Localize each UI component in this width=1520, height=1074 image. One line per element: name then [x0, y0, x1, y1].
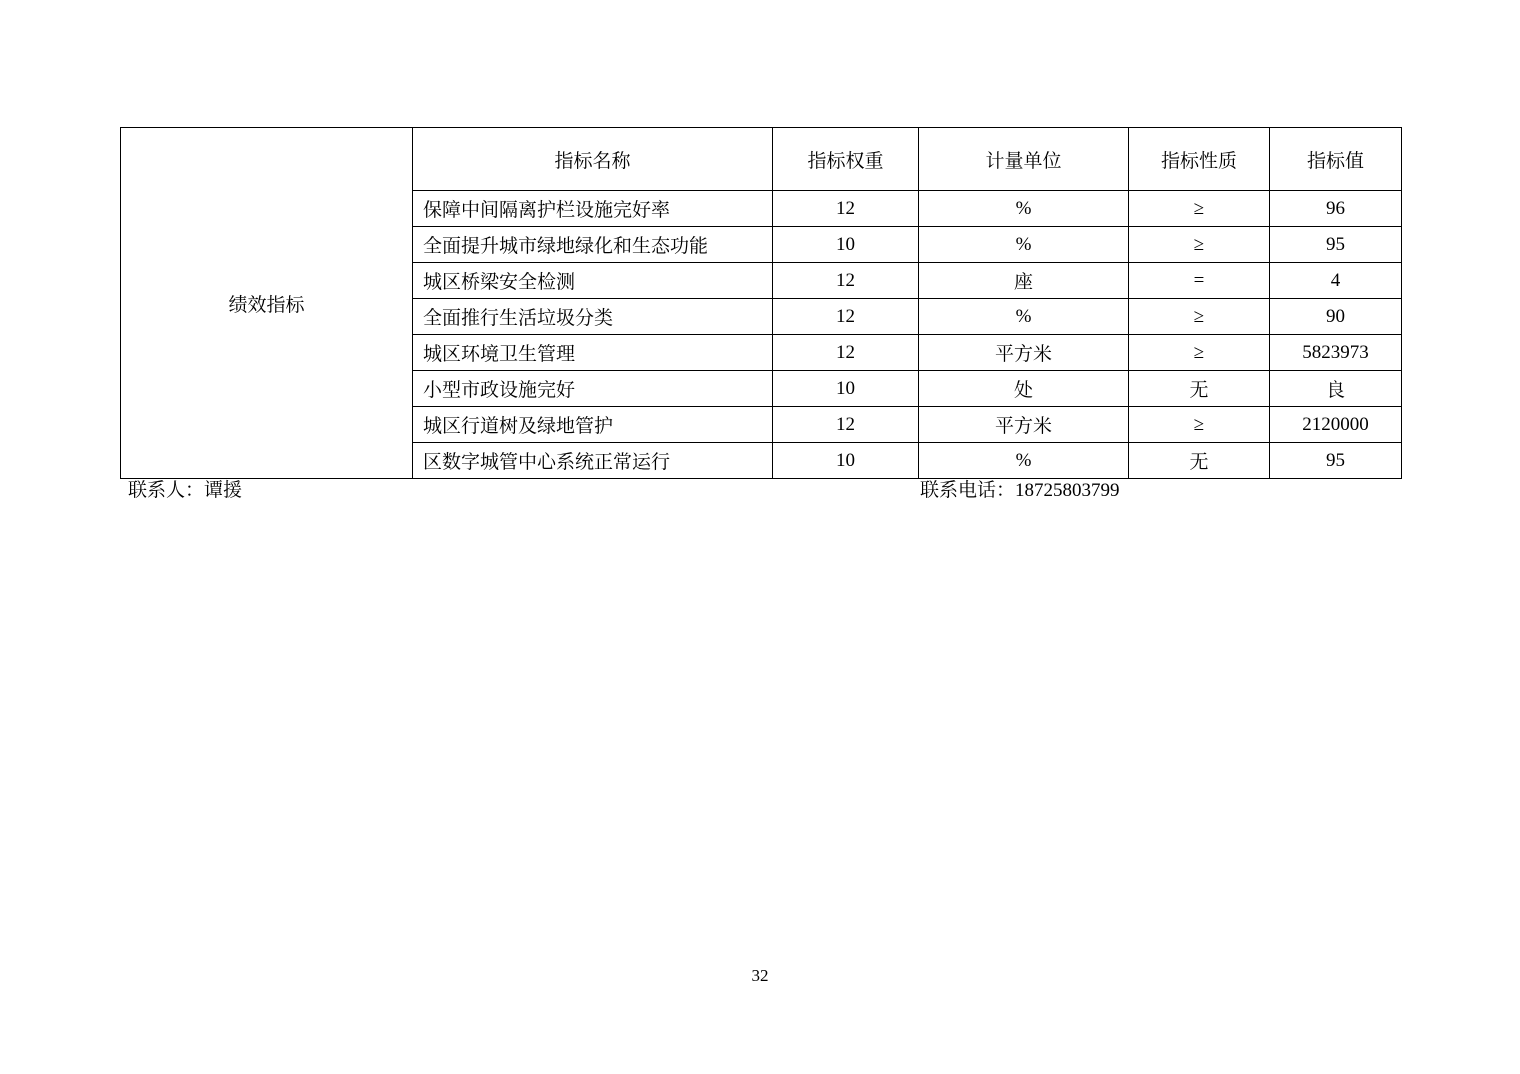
cell-indicator-value: 良 [1270, 371, 1402, 407]
cell-indicator-name: 区数字城管中心系统正常运行 [413, 443, 773, 479]
contact-person-label: 联系人：谭援 [128, 480, 243, 501]
page-number: 32 [751, 966, 769, 985]
cell-measure-unit: % [919, 191, 1129, 227]
cell-indicator-name: 全面推行生活垃圾分类 [413, 299, 773, 335]
cell-measure-unit: 平方米 [919, 335, 1129, 371]
cell-indicator-nature: 无 [1129, 443, 1270, 479]
cell-indicator-value: 95 [1270, 227, 1402, 263]
cell-indicator-value: 2120000 [1270, 407, 1402, 443]
cell-indicator-weight: 12 [773, 191, 919, 227]
cell-indicator-value: 5823973 [1270, 335, 1402, 371]
header-indicator-nature: 指标性质 [1129, 128, 1270, 191]
cell-indicator-value: 90 [1270, 299, 1402, 335]
table-header-row [121, 128, 1402, 191]
cell-measure-unit: % [919, 299, 1129, 335]
header-indicator-weight: 指标权重 [773, 128, 919, 191]
cell-indicator-weight: 10 [773, 227, 919, 263]
cell-indicator-weight: 12 [773, 263, 919, 299]
cell-indicator-name: 全面提升城市绿地绿化和生态功能 [413, 227, 773, 263]
cell-indicator-nature: ≥ [1129, 191, 1270, 227]
header-measure-unit: 计量单位 [919, 128, 1129, 191]
cell-indicator-nature: ≥ [1129, 407, 1270, 443]
cell-indicator-weight: 12 [773, 407, 919, 443]
header-indicator-value: 指标值 [1270, 128, 1402, 191]
cell-indicator-name: 城区行道树及绿地管护 [413, 407, 773, 443]
header-indicator-name: 指标名称 [413, 128, 773, 191]
cell-measure-unit: 座 [919, 263, 1129, 299]
cell-indicator-name: 小型市政设施完好 [413, 371, 773, 407]
performance-indicator-table [120, 127, 1402, 479]
cell-indicator-nature: 无 [1129, 371, 1270, 407]
contact-phone-label: 联系电话：18725803799 [920, 480, 1120, 501]
cell-measure-unit: 处 [919, 371, 1129, 407]
cell-indicator-weight: 12 [773, 335, 919, 371]
group-label-cell: 绩效指标 [121, 128, 413, 479]
cell-measure-unit: % [919, 443, 1129, 479]
cell-indicator-value: 95 [1270, 443, 1402, 479]
cell-indicator-name: 保障中间隔离护栏设施完好率 [413, 191, 773, 227]
cell-indicator-nature: ≥ [1129, 335, 1270, 371]
cell-indicator-nature: ≥ [1129, 227, 1270, 263]
cell-indicator-weight: 12 [773, 299, 919, 335]
cell-indicator-value: 4 [1270, 263, 1402, 299]
cell-indicator-nature: ≥ [1129, 299, 1270, 335]
cell-indicator-weight: 10 [773, 443, 919, 479]
cell-indicator-name: 城区环境卫生管理 [413, 335, 773, 371]
cell-measure-unit: % [919, 227, 1129, 263]
cell-indicator-weight: 10 [773, 371, 919, 407]
cell-measure-unit: 平方米 [919, 407, 1129, 443]
contact-line [0, 475, 1520, 499]
cell-indicator-name: 城区桥梁安全检测 [413, 263, 773, 299]
cell-indicator-value: 96 [1270, 191, 1402, 227]
cell-indicator-nature: = [1129, 263, 1270, 299]
